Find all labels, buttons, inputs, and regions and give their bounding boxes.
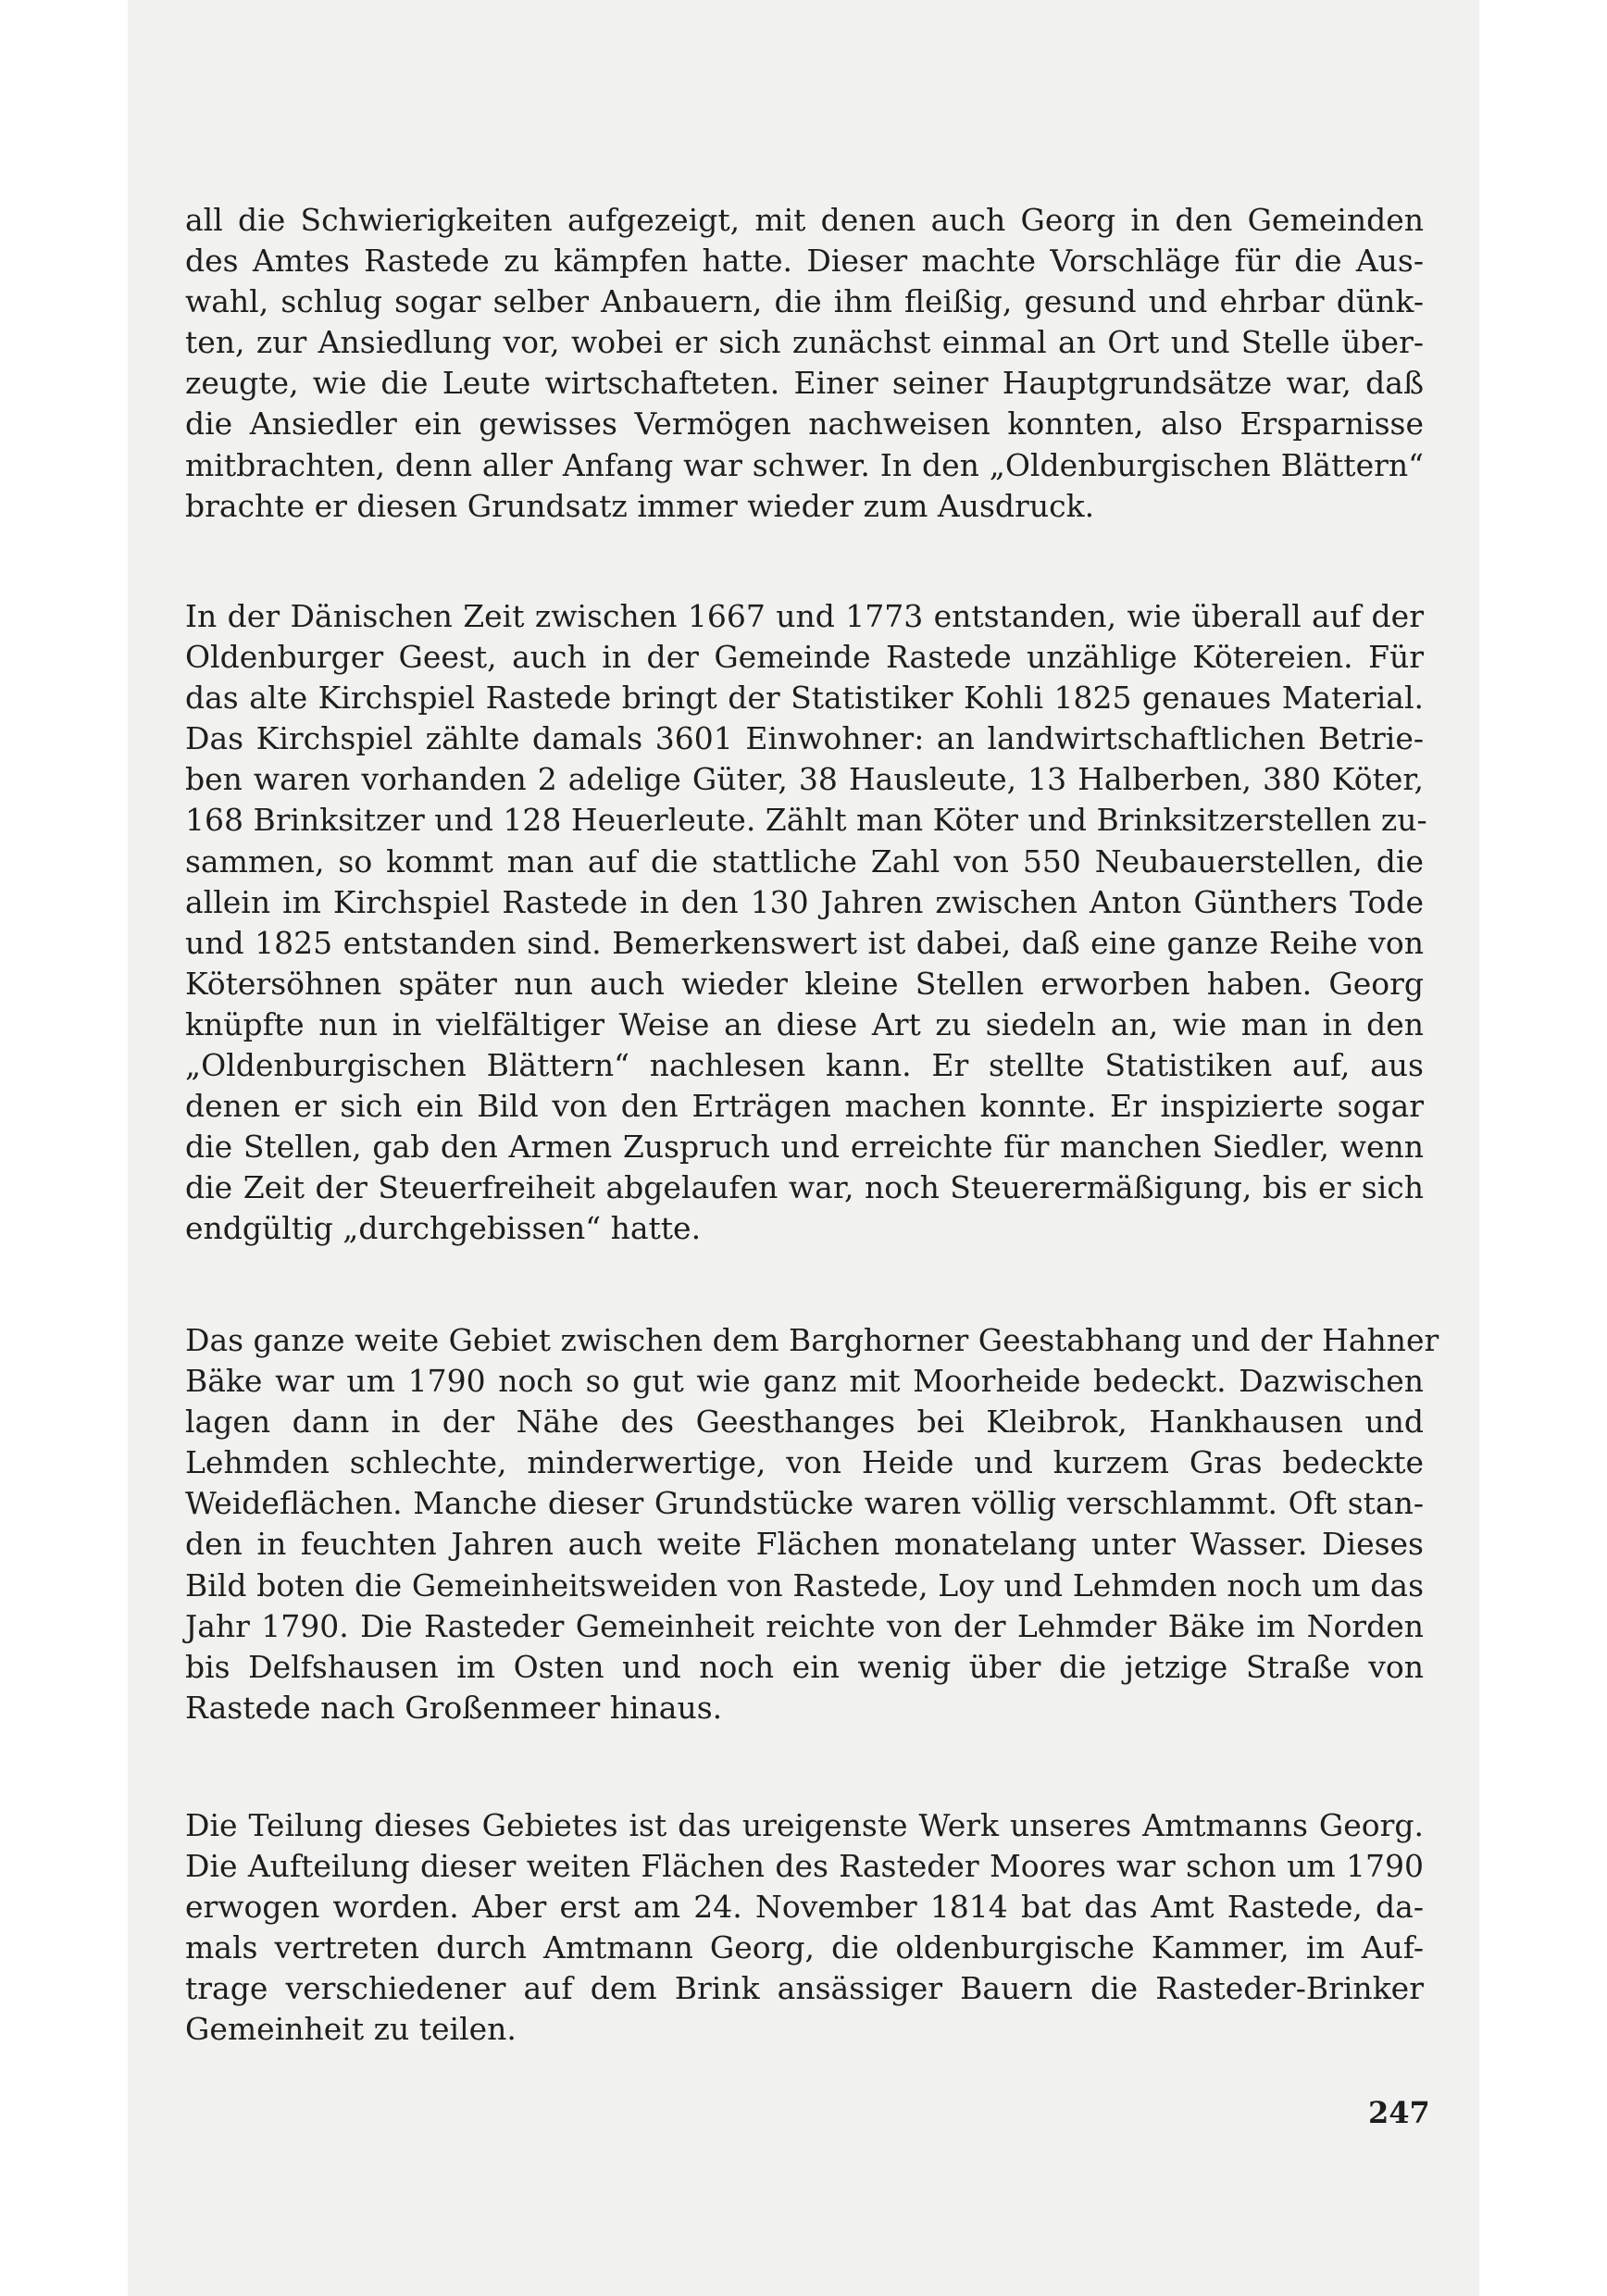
text-line: „Oldenburgischen Blättern“ nachlesen kann. Er stellte Statistiken auf, aus	[185, 1047, 1424, 1084]
paragraph-2	[185, 596, 1427, 1250]
text-line: die Ansiedler ein gewisses Vermögen nachweisen konnten, also Ersparnisse	[185, 406, 1424, 443]
text-line: Bäke war um 1790 noch so gut wie ganz mit Moorheide bedeckt. Dazwischen	[185, 1363, 1424, 1400]
paragraph-4	[185, 1805, 1424, 2051]
text-line: knüpfte nun in vielfältiger Weise an diese Art zu siedeln an, wie man in den	[185, 1005, 1424, 1042]
text-line: Das Kirchspiel zählte damals 3601 Einwohner: an landwirtschaftlichen Betrie-	[185, 720, 1424, 757]
text-line: ten, zur Ansiedlung vor, wobei er sich zunächst einmal an Ort und Stelle über-	[185, 324, 1424, 361]
text-line: Bild boten die Gemeinheitsweiden von Rastede, Loy und Lehmden noch um das	[185, 1566, 1424, 1603]
paragraph-3	[185, 1320, 1439, 1728]
text-line: des Amtes Rastede zu kämpfen hatte. Dieser machte Vorschläge für die Aus-	[185, 243, 1424, 280]
text-line: mals vertreten durch Amtmann Georg, die oldenburgische Kammer, im Auf-	[185, 1929, 1424, 1966]
text-line: Lehmden schlechte, minderwertige, von Heide und kurzem Gras bedeckte	[185, 1444, 1424, 1481]
text-line: sammen, so kommt man auf die stattliche Zahl von 550 Neubauerstellen, die	[185, 842, 1424, 880]
text-line: erwogen worden. Aber erst am 24. November 1814 bat das Amt Rastede, da-	[185, 1889, 1424, 1926]
text-line: 168 Brinksitzer und 128 Heuerleute. Zählt man Köter und Brinksitzerstellen zu-	[185, 802, 1427, 839]
text-line: den in feuchten Jahren auch weite Flächen monatelang unter Wasser. Dieses	[185, 1526, 1424, 1563]
text-line: Die Aufteilung dieser weiten Flächen des Rasteder Moores war schon um 1790	[185, 1848, 1424, 1885]
text-line: Kötersöhnen später nun auch wieder kleine Stellen erworben haben. Georg	[185, 965, 1424, 1002]
text-line: Oldenburger Geest, auch in der Gemeinde Rastede unzählige Kötereien. Für	[185, 639, 1424, 676]
text-line: mitbrachten, denn aller Anfang war schwer. In den „Oldenburgischen Blättern“	[185, 446, 1424, 483]
text-line: lagen dann in der Nähe des Geesthanges bei Kleibrok, Hankhausen und	[185, 1404, 1424, 1441]
text-line: ben waren vorhanden 2 adelige Güter, 38 Hausleute, 13 Halberben, 380 Köter,	[185, 761, 1424, 798]
text-line: Jahr 1790. Die Rasteder Gemeinheit reichte von der Lehmder Bäke im Norden	[185, 1607, 1424, 1644]
text-line: trage verschiedener auf dem Brink ansässiger Bauern die Rasteder-Brinker	[185, 1970, 1424, 2007]
paragraph-1	[185, 200, 1424, 527]
text-line: allein im Kirchspiel Rastede in den 130 Jahren zwischen Anton Günthers Tode	[185, 883, 1424, 920]
text-line: brachte er diesen Grundsatz immer wieder zum Ausdruck.	[185, 487, 1095, 524]
text-line: Weideflächen. Manche dieser Grundstücke waren völlig verschlammt. Oft stan-	[185, 1485, 1424, 1522]
text-line: bis Delfshausen im Osten und noch ein wenig über die jetzige Straße von	[185, 1648, 1424, 1685]
text-line: denen er sich ein Bild von den Erträgen machen konnte. Er inspizierte sogar	[185, 1088, 1424, 1125]
text-line: die Zeit der Steuerfreiheit abgelaufen war, noch Steuerermäßigung, bis er sich	[185, 1169, 1424, 1206]
text-line: Rastede nach Großenmeer hinaus.	[185, 1689, 723, 1726]
text-line: Gemeinheit zu teilen.	[185, 2011, 517, 2048]
text-line: das alte Kirchspiel Rastede bringt der Statistiker Kohli 1825 genaues Material.	[185, 680, 1424, 717]
text-line: Das ganze weite Gebiet zwischen dem Barghorner Geestabhang und der Hahner	[185, 1322, 1439, 1358]
text-line: zeugte, wie die Leute wirtschafteten. Einer seiner Hauptgrundsätze war, daß	[185, 365, 1424, 402]
text-line: endgültig „durchgebissen“ hatte.	[185, 1210, 702, 1247]
text-line: wahl, schlug sogar selber Anbauern, die ihm fleißig, gesund und ehrbar dünk-	[185, 283, 1424, 320]
text-line: Die Teilung dieses Gebietes ist das ureigenste Werk unseres Amtmanns Georg.	[185, 1807, 1424, 1843]
page-number: 247	[1368, 2095, 1430, 2130]
text-line: all die Schwierigkeiten aufgezeigt, mit denen auch Georg in den Gemeinden	[185, 202, 1424, 238]
text-line: und 1825 entstanden sind. Bemerkenswert ist dabei, daß eine ganze Reihe von	[185, 924, 1424, 961]
text-line: die Stellen, gab den Armen Zuspruch und erreichte für manchen Siedler, wenn	[185, 1129, 1424, 1166]
text-line: In der Dänischen Zeit zwischen 1667 und 1773 entstanden, wie überall auf der	[185, 598, 1424, 634]
